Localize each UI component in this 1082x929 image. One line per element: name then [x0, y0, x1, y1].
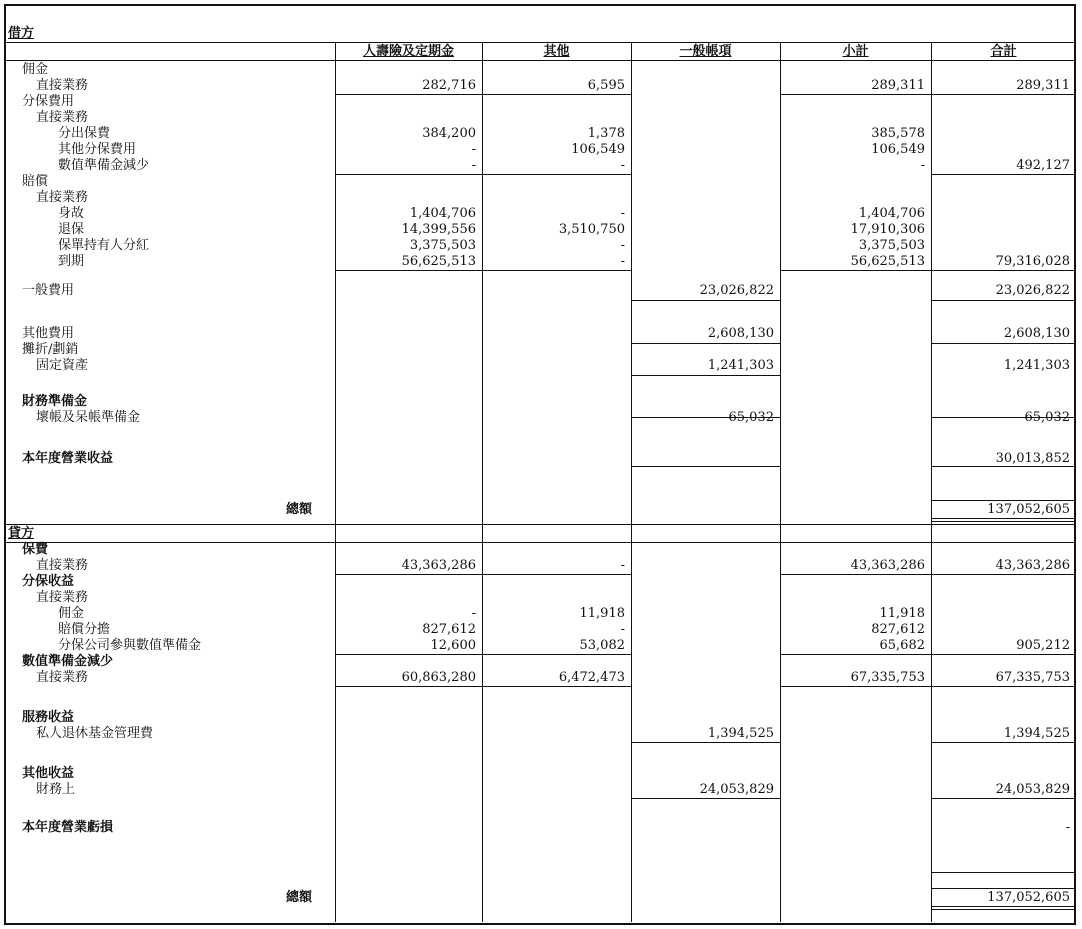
- subtotal-rule: [931, 742, 1076, 743]
- row-label: 分保收益: [22, 574, 75, 589]
- column-header: 小計: [842, 44, 869, 59]
- row-label: 數值準備金減少: [58, 158, 150, 173]
- column-header: 其他: [543, 44, 570, 59]
- row-label: 身故: [58, 206, 85, 221]
- column-rule-1: [335, 544, 336, 922]
- credit-section-label: 貸方: [8, 526, 35, 541]
- cell-value: 67,335,753: [995, 670, 1070, 685]
- credit-total-label: 總額: [286, 890, 313, 905]
- column-rule-2: [482, 42, 483, 544]
- cell-value: 60,863,280: [401, 670, 476, 685]
- cell-value: -: [620, 206, 625, 221]
- cell-value: 106,549: [571, 142, 625, 157]
- subtotal-rule: [335, 270, 631, 271]
- cell-value: 65,032: [1024, 410, 1070, 425]
- cell-value: 43,363,286: [995, 558, 1070, 573]
- row-label: 分出保費: [58, 126, 111, 141]
- cell-value: 30,013,852: [995, 451, 1070, 466]
- cell-value: 6,472,473: [558, 670, 625, 685]
- total-rule: [931, 909, 1076, 910]
- subtotal-rule: [631, 742, 780, 743]
- cell-value: 289,311: [871, 78, 925, 93]
- subtotal-rule: [780, 270, 1076, 271]
- cell-value: 492,127: [1016, 158, 1070, 173]
- column-rule-2: [482, 544, 483, 922]
- row-label: 其他收益: [22, 766, 75, 781]
- cell-value: 289,311: [1016, 78, 1070, 93]
- column-header: 合計: [990, 44, 1017, 59]
- row-label: 其他分保費用: [58, 142, 137, 157]
- cell-value: -: [620, 238, 625, 253]
- credit-top-rule: [6, 542, 1076, 543]
- total-rule: [931, 888, 1076, 889]
- cell-value: 106,549: [871, 142, 925, 157]
- row-label: 一般費用: [22, 283, 75, 298]
- row-label: 本年度營業收益: [22, 451, 114, 466]
- cell-value: 1,378: [587, 126, 625, 141]
- subtotal-rule: [931, 798, 1076, 799]
- cell-value: 6,595: [587, 78, 625, 93]
- row-label: 財務準備金: [22, 394, 88, 409]
- subtotal-rule: [631, 343, 780, 344]
- cell-value: 2,608,130: [707, 326, 774, 341]
- cell-value: 65,682: [879, 638, 925, 653]
- cell-value: 3,375,503: [409, 238, 476, 253]
- row-label: 壞帳及呆帳準備金: [36, 410, 141, 425]
- row-label: 保費: [22, 542, 49, 557]
- cell-value: -: [920, 158, 925, 173]
- subtotal-rule: [931, 300, 1076, 301]
- cell-value: 43,363,286: [401, 558, 476, 573]
- header-top-rule: [6, 42, 1076, 43]
- cell-value: 827,612: [871, 622, 925, 637]
- row-label: 私人退休基金管理費: [36, 726, 154, 741]
- cell-value: 43,363,286: [850, 558, 925, 573]
- row-label: 其他費用: [22, 326, 75, 341]
- row-label: 財務上: [36, 782, 76, 797]
- subtotal-rule: [631, 798, 780, 799]
- row-label: 服務收益: [22, 710, 75, 725]
- row-label: 直接業務: [36, 78, 89, 93]
- subtotal-rule: [931, 872, 1076, 873]
- cell-value: -: [471, 142, 476, 157]
- cell-value: 3,510,750: [558, 222, 625, 237]
- cell-value: 1,404,706: [409, 206, 476, 221]
- subtotal-rule: [335, 574, 631, 575]
- subtotal-rule: [335, 654, 631, 655]
- row-label: 賠償分擔: [58, 622, 111, 637]
- cell-value: 1,394,525: [707, 726, 774, 741]
- row-label: 到期: [58, 254, 85, 269]
- column-rule-1: [335, 42, 336, 544]
- subtotal-rule: [931, 174, 1076, 175]
- cell-value: 905,212: [1016, 638, 1070, 653]
- row-label: 數值準備金減少: [22, 654, 114, 669]
- cell-value: 385,578: [871, 126, 925, 141]
- subtotal-rule: [780, 654, 1076, 655]
- cell-value: 11,918: [879, 606, 925, 621]
- cell-value: 1,404,706: [858, 206, 925, 221]
- cell-value: 23,026,822: [995, 283, 1070, 298]
- subtotal-rule: [780, 574, 1076, 575]
- cell-value: -: [620, 622, 625, 637]
- cell-value: 65,032: [728, 410, 774, 425]
- row-label: 固定資產: [36, 358, 89, 373]
- subtotal-rule: [931, 466, 1076, 467]
- column-rule-4: [780, 42, 781, 544]
- subtotal-rule: [631, 300, 780, 301]
- total-rule: [931, 518, 1076, 519]
- row-label: 直接業務: [36, 558, 89, 573]
- cell-value: 56,625,513: [401, 254, 476, 269]
- subtotal-rule: [631, 375, 780, 376]
- cell-value: 2,608,130: [1003, 326, 1070, 341]
- row-label: 佣金: [58, 606, 85, 621]
- cell-value: 827,612: [422, 622, 476, 637]
- cell-value: 24,053,829: [699, 782, 774, 797]
- subtotal-rule: [335, 94, 631, 95]
- section-divider: [6, 524, 1076, 525]
- cell-value: 1,394,525: [1003, 726, 1070, 741]
- cell-value: 56,625,513: [850, 254, 925, 269]
- cell-value: 282,716: [422, 78, 476, 93]
- total-rule: [931, 500, 1076, 501]
- row-label: 賠償: [22, 174, 49, 189]
- subtotal-rule: [335, 686, 631, 687]
- cell-value: 79,316,028: [995, 254, 1070, 269]
- debit-section-label: 借方: [8, 26, 35, 41]
- cell-value: 3,375,503: [858, 238, 925, 253]
- cell-value: -: [471, 158, 476, 173]
- cell-value: -: [471, 606, 476, 621]
- row-label: 分保費用: [22, 94, 75, 109]
- subtotal-rule: [931, 417, 1076, 418]
- row-label: 攤折/劃銷: [22, 342, 79, 357]
- cell-value: 17,910,306: [850, 222, 925, 237]
- subtotal-rule: [931, 343, 1076, 344]
- subtotal-rule: [335, 174, 631, 175]
- row-label: 直接業務: [36, 190, 89, 205]
- column-header: 人壽險及定期金: [362, 44, 454, 59]
- cell-value: -: [620, 254, 625, 269]
- cell-value: -: [620, 158, 625, 173]
- subtotal-rule: [631, 417, 780, 418]
- total-rule: [931, 521, 1076, 522]
- cell-value: 11,918: [579, 606, 625, 621]
- header-bottom-rule: [6, 60, 1076, 61]
- subtotal-rule: [780, 686, 1076, 687]
- cell-value: 12,600: [430, 638, 476, 653]
- cell-value: 67,335,753: [850, 670, 925, 685]
- cell-value: 53,082: [579, 638, 625, 653]
- cell-value: -: [1065, 820, 1070, 835]
- column-header: 一般帳項: [679, 44, 732, 59]
- cell-value: 1,241,303: [707, 358, 774, 373]
- row-label: 退保: [58, 222, 85, 237]
- row-label: 佣金: [22, 62, 49, 77]
- financial-statement-sheet: [4, 4, 1076, 925]
- debit-total-value: 137,052,605: [987, 502, 1070, 517]
- row-label: 直接業務: [36, 590, 89, 605]
- total-rule: [931, 906, 1076, 907]
- debit-total-label: 總額: [286, 502, 313, 517]
- cell-value: 23,026,822: [699, 283, 774, 298]
- subtotal-rule: [631, 466, 780, 467]
- row-label: 保單持有人分紅: [58, 238, 150, 253]
- subtotal-rule: [780, 94, 1076, 95]
- cell-value: 1,241,303: [1003, 358, 1070, 373]
- cell-value: 24,053,829: [995, 782, 1070, 797]
- row-label: 直接業務: [36, 670, 89, 685]
- column-rule-4: [780, 544, 781, 922]
- cell-value: 384,200: [422, 126, 476, 141]
- row-label: 分保公司參與數值準備金: [58, 638, 202, 653]
- row-label: 本年度營業虧損: [22, 820, 114, 835]
- credit-total-value: 137,052,605: [987, 890, 1070, 905]
- row-label: 直接業務: [36, 110, 89, 125]
- cell-value: -: [620, 558, 625, 573]
- cell-value: 14,399,556: [401, 222, 476, 237]
